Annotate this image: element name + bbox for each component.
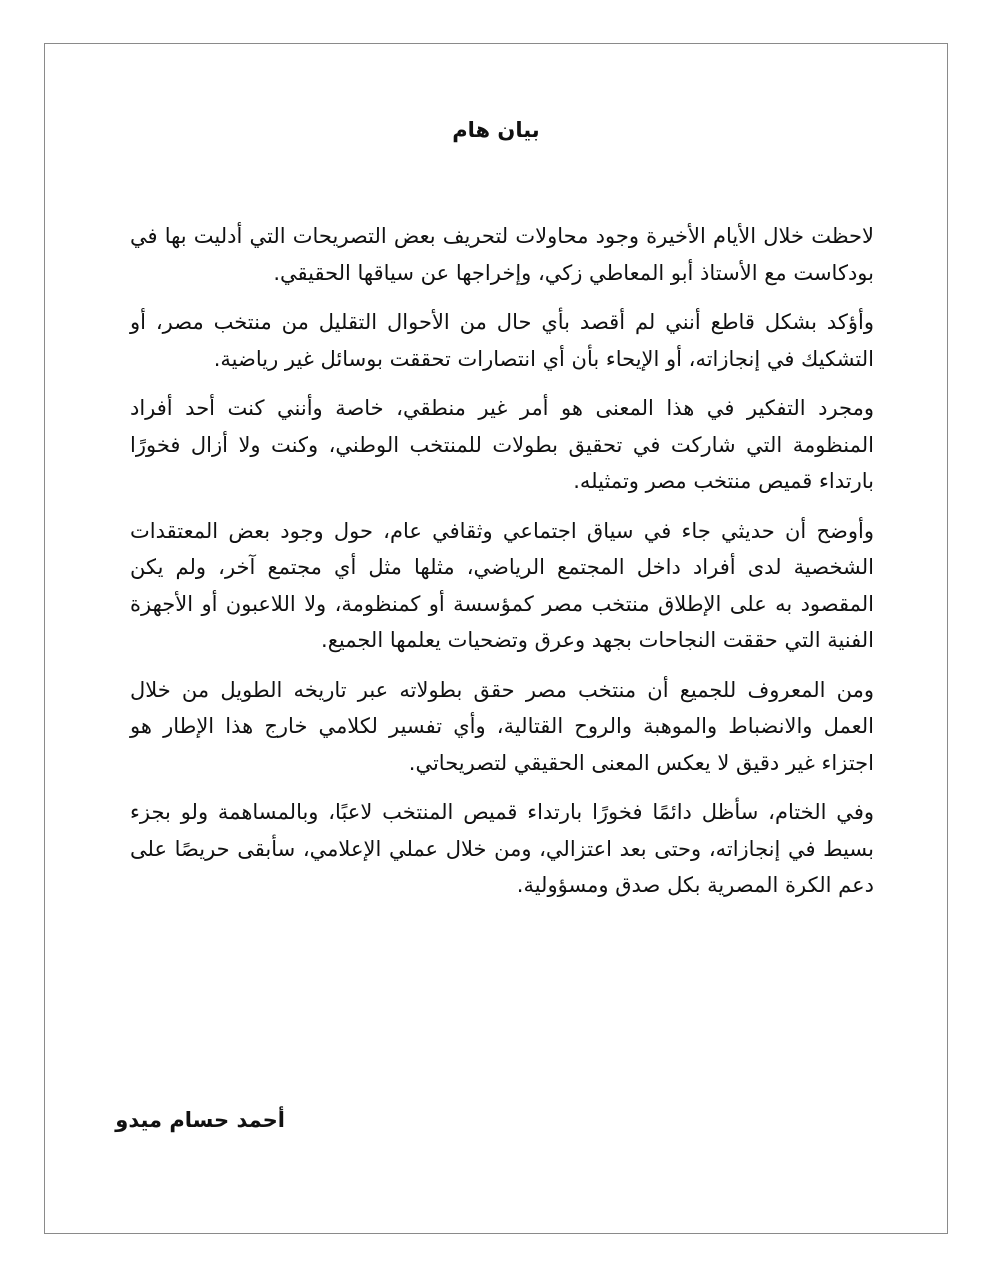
document-title: بيان هام <box>452 118 540 142</box>
paragraph-3: ومجرد التفكير في هذا المعنى هو أمر غير منطقي، خاصة وأنني كنت أحد أفراد المنظومة التي شاركت في تحقيق بطولات للمنتخب الوطني، وكنت ولا أزال فخورًا بارتداء قميص منتخب مصر وتمثيله. <box>130 396 874 493</box>
paragraph-6: وفي الختام، سأظل دائمًا فخورًا بارتداء قميص المنتخب لاعبًا، وبالمساهمة ولو بجزء بسيط في إنجازاته، وحتى بعد اعتزالي، ومن خلال عملي الإعلامي، سأبقى حريصًا على دعم الكرة المصرية بكل صدق ومسؤولية. <box>130 800 874 897</box>
paragraph-5: ومن المعروف للجميع أن منتخب مصر حقق بطولاته عبر تاريخه الطويل من خلال العمل والانضباط والموهبة والروح القتالية، وأي تفسير لكلامي خارج هذا الإطار هو اجتزاء غير دقيق لا يعكس المعنى الحقيقي لتصريحاتي. <box>130 677 874 775</box>
paragraph-1: لاحظت خلال الأيام الأخيرة وجود محاولات لتحريف بعض التصريحات التي أدليت بها في بودكاست مع الأستاذ أبو المعاطي زكي، وإخراجها عن سياقها الحقيقي. <box>130 224 874 285</box>
paragraph-2: وأؤكد بشكل قاطع أنني لم أقصد بأي حال من الأحوال التقليل من منتخب مصر، أو التشكيك في إنجازاته، أو الإيحاء بأن أي انتصارات تحققت بوسائل غير رياضية. <box>130 310 874 371</box>
document-body <box>130 218 874 917</box>
paragraph-4: وأوضح أن حديثي جاء في سياق اجتماعي وثقافي عام، حول وجود بعض المعتقدات الشخصية لدى أفراد داخل المجتمع الرياضي، مثلها مثل أي مجتمع آخر، ولم يكن المقصود به على الإطلاق منتخب مصر كمؤسسة أو كمنظومة، ولا اللاعبون أو الأجهزة الفنية التي حققت النجاحات بجهد وعرق وتضحيات يعلمها الجميع. <box>130 518 874 652</box>
signature-name: أحمد حسام ميدو <box>115 1108 285 1132</box>
